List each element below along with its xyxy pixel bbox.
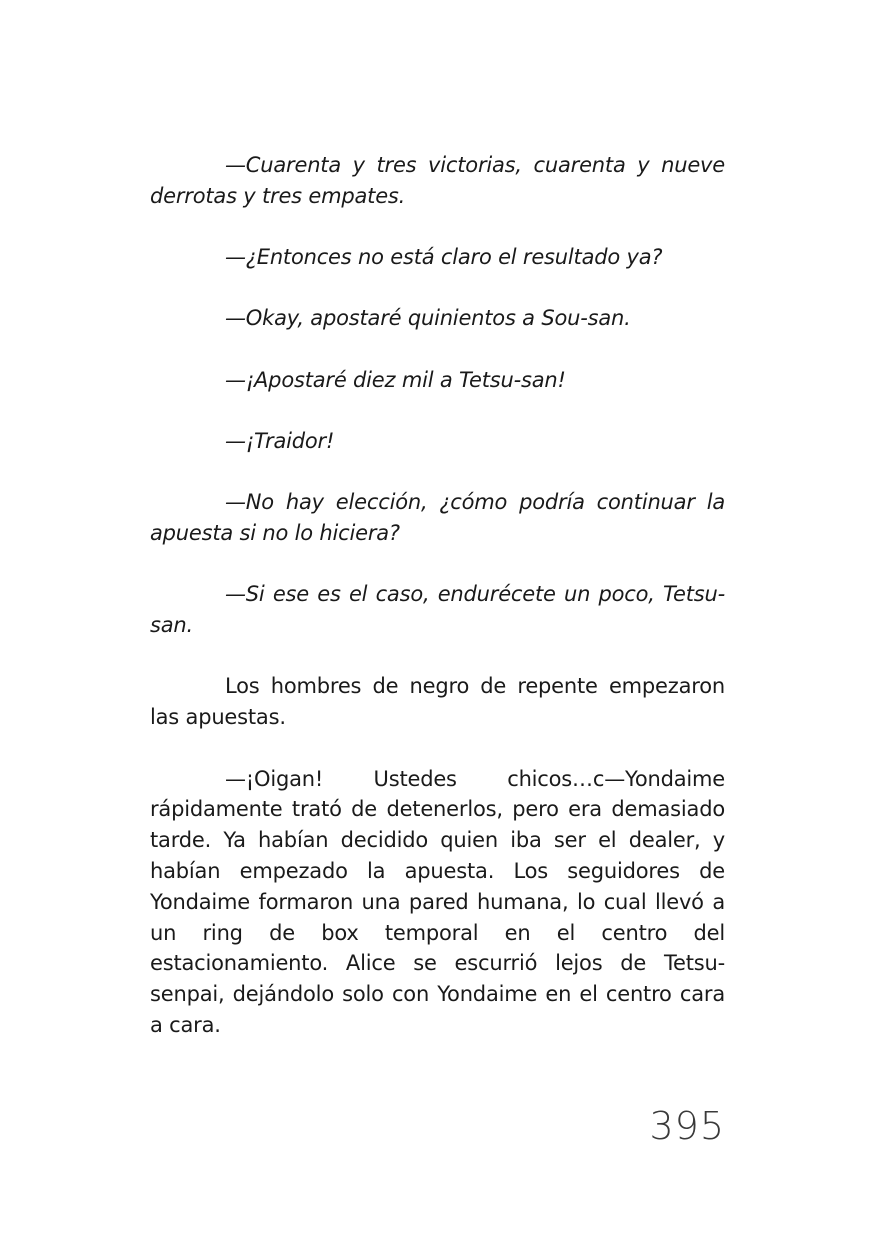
page-number: 395 (649, 1104, 725, 1148)
paragraph-narration-1: Los hombres de negro de repente empezaron las apuestas. (150, 674, 725, 730)
paragraph-dialog-7: —Si ese es el caso, endurécete un poco, Tetsu-san. (150, 582, 725, 638)
page-body-text (150, 150, 725, 1071)
paragraph-dialog-4: —¡Apostaré diez mil a Tetsu-san! (225, 367, 566, 392)
paragraph-dialog-1: —Cuarenta y tres victorias, cuarenta y nueve derrotas y tres empates. (150, 153, 725, 208)
paragraph-dialog-2: —¿Entonces no está claro el resultado ya? (225, 245, 663, 270)
paragraph-narration-2: —¡Oigan! Ustedes chicos…c—Yondaime rápidamente trató de detenerlos, pero era demasiado tarde. Ya habían decidido quien iba ser el dealer, y habían empezado la apuesta. Los seguidores de Yondaime formaron una pared humana, lo cual llevó a un ring de box temporal en el centro del estacionamiento. Alice se escurrió lejos de Tetsu-senpai, dejándolo solo con Yondaime en el centro cara a cara. (150, 766, 725, 1037)
paragraph-dialog-3: —Okay, apostaré quinientos a Sou-san. (225, 306, 631, 331)
paragraph-dialog-5: —¡Traidor! (225, 428, 335, 453)
paragraph-dialog-6: —No hay elección, ¿cómo podría continuar la apuesta si no lo hiciera? (150, 490, 725, 546)
